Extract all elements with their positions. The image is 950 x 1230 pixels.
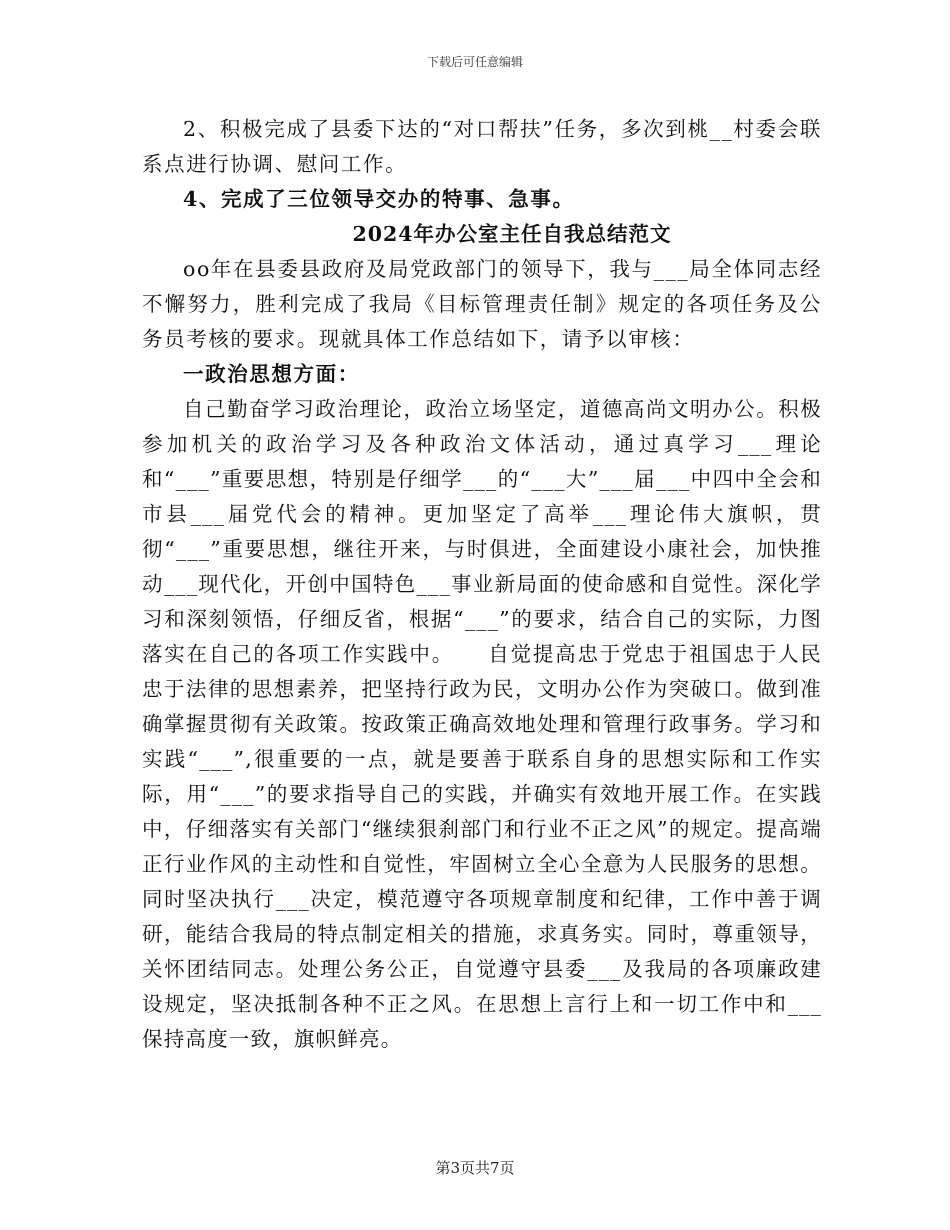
paragraph-politics-body: 自己勤奋学习政治理论，政治立场坚定，道德高尚文明办公。积极参加机关的政治学习及各种政治文体活动，通过真学习___理论和“___”重要思想，特别是仔细学___的“___大”___届___中四中全会和市县___届党代会的精神。更加坚定了高举___理论伟大旗帜，贯彻“___”重要思想，继往开来，与时俱进，全面建设小康社会，加快推动___现代化，开创中国特色___事业新局面的使命感和自觉性。深化学习和深刻领悟，仔细反省，根据“___”的要求，结合自己的实际，力图落实在自己的各项工作实践中。 自觉提高忠于党忠于祖国忠于人民忠于法律的思想素养，把坚持行政为民，文明办公作为突破口。做到准确掌握贯彻有关政策。按政策正确高效地处理和管理行政事务。学习和实践“___”,很重要的一点，就是要善于联系自身的思想实际和工作实际，用“___”的要求指导自己的实践，并确实有效地开展工作。在实践中，仔细落实有关部门“继续狠刹部门和行业不正之风”的规定。提高端正行业作风的主动性和自觉性，牢固树立全心全意为人民服务的思想。同时坚决执行___决定，模范遵守各项规章制度和纪律，工作中善于调研，能结合我局的特点制定相关的措施，求真务实。同时，尊重领导，关怀团结同志。处理公务公正，自觉遵守县委___及我局的各项廉政建设规定，坚决抵制各种不正之风。在思想上言行上和一切工作中和___保持高度一致，旗帜鲜亮。: [142, 397, 822, 1051]
paragraph-intro: oo年在县委县政府及局党政部门的领导下，我与___局全体同志经不懈努力，胜利完成了我局《目标管理责任制》规定的各项任务及公务员考核的要求。现就具体工作总结如下，请予以审核：: [142, 257, 822, 351]
page-header: 下载后可任意编辑: [426, 55, 523, 69]
paragraph-item-2: 2、积极完成了县委下达的“对口帮扶”任务，多次到桃__村委会联系点进行协调、慰问工作。: [142, 117, 822, 176]
section-heading-politics: 一政治思想方面：: [183, 362, 360, 386]
document-body: [142, 112, 822, 1057]
paragraph-item-4: 4、完成了三位领导交办的特事、急事。: [183, 187, 575, 211]
document-title: 2024年办公室主任自我总结范文: [352, 222, 672, 246]
page-footer: 第3页共7页: [435, 1159, 515, 1177]
